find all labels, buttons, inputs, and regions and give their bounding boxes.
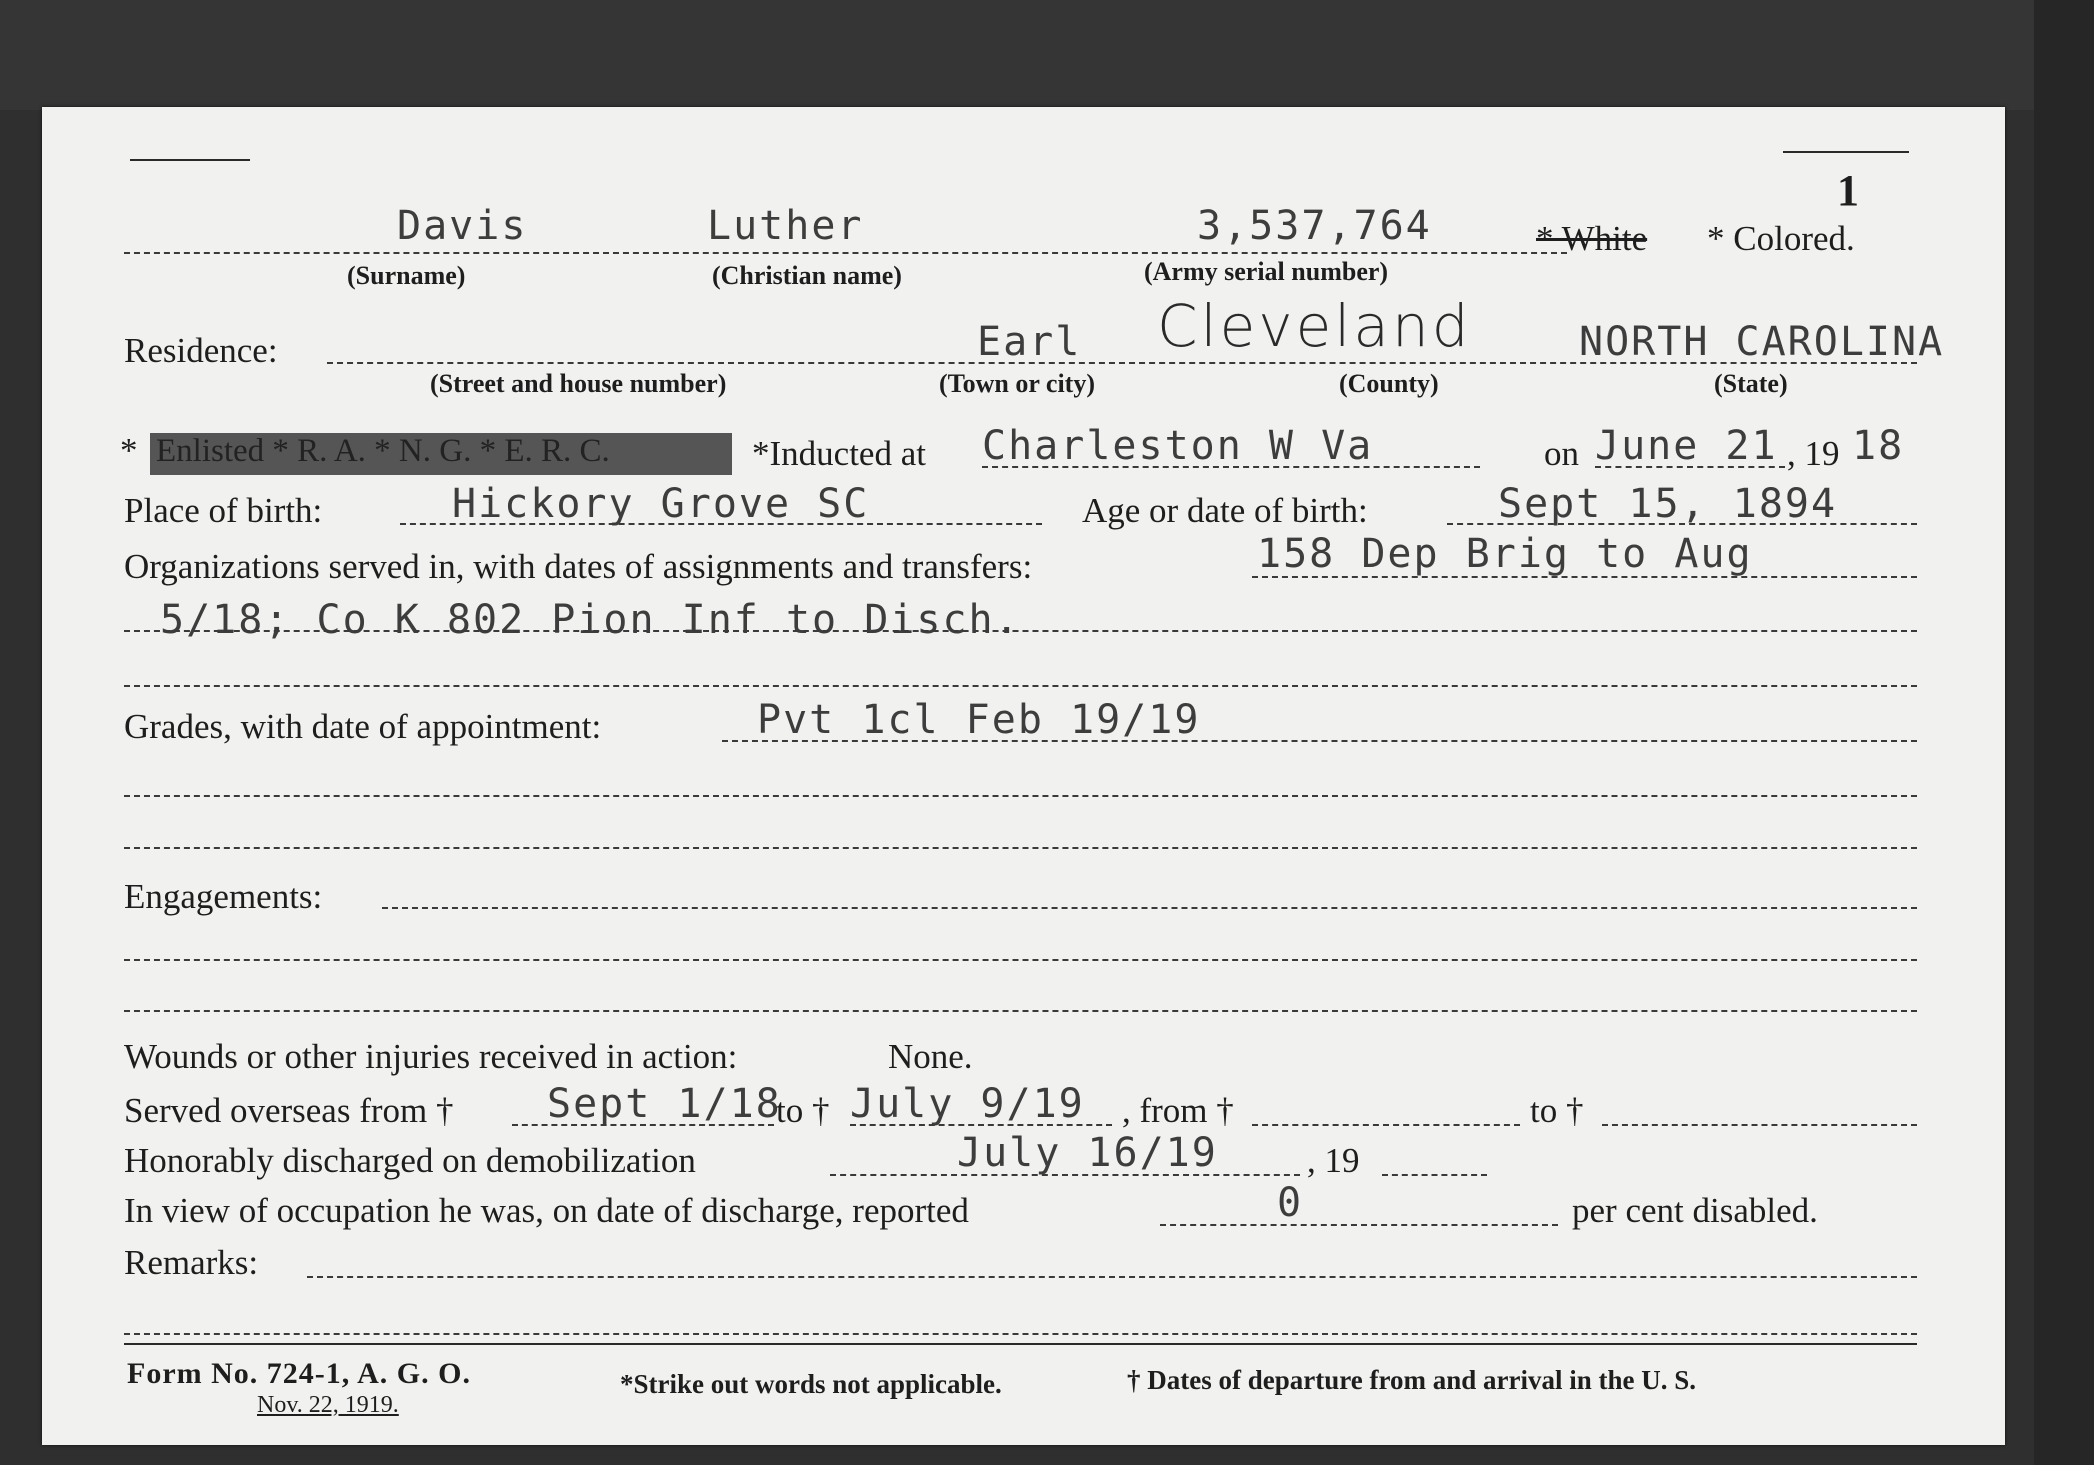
overseas-from2-label: , from † [1122,1091,1234,1130]
birth-date-value: Sept 15, 1894 [1498,481,1838,527]
overseas-to2-line [1602,1124,1917,1126]
organizations-line2-rule [124,630,1917,632]
caption-surname: (Surname) [347,261,466,290]
inducted-place-line [982,466,1480,468]
residence-state: NORTH CAROLINA [1579,319,1945,365]
corner-rule-right [1783,151,1909,153]
caption-state: (State) [1714,369,1788,398]
discharge-label: Honorably discharged on demobilization [124,1141,696,1180]
place-of-birth-label: Place of birth: [124,491,323,530]
overseas-to2-label: to † [1530,1091,1584,1130]
disability-value: 0 [1277,1180,1304,1226]
overseas-from-line [512,1124,774,1126]
remarks-line2-rule [124,1333,1917,1335]
overseas-to-label: to † [776,1091,830,1130]
grades-value: Pvt 1cl Feb 19/19 [757,697,1201,743]
grades-label: Grades, with date of appointment: [124,707,602,746]
disability-value-line [1160,1224,1558,1226]
caption-serial-number: (Army serial number) [1144,257,1389,286]
serial-number-value: 3,537,764 [1197,203,1432,249]
footer-separator [124,1343,1917,1345]
grades-line3-rule [124,847,1917,849]
grades-line1-rule [722,740,1917,742]
overseas-label: Served overseas from † [124,1091,454,1130]
overseas-to-line [850,1124,1112,1126]
on-label: on [1544,434,1579,473]
organizations-line2: 5/18; Co K 802 Pion Inf to Disch. [160,597,1021,643]
disability-label: In view of occupation he was, on date of discharge, reported [124,1191,969,1230]
engagements-line1-rule [382,907,1917,909]
wounds-label: Wounds or other injuries received in action: [124,1037,738,1076]
place-of-birth-line [400,523,1042,525]
strike-out-note: *Strike out words not applicable. [620,1369,1002,1399]
discharge-date: July 16/19 [957,1130,1218,1176]
disability-suffix: per cent disabled. [1572,1191,1818,1230]
form-number: Form No. 724-1, A. G. O. [127,1357,471,1390]
dates-note: † Dates of departure from and arrival in the U. S. [1127,1365,1696,1395]
discharge-year-line [1382,1174,1487,1176]
overseas-from-date: Sept 1/18 [547,1081,782,1127]
caption-street: (Street and house number) [430,369,727,398]
struck-enlistment-options: Enlisted * R. A. * N. G. * E. R. C. [150,433,732,475]
organizations-label: Organizations served in, with dates of assignments and transfers: [124,547,1033,586]
surname-value: Davis [397,203,528,249]
name-row-line [124,252,1567,254]
grades-line2-rule [124,795,1917,797]
induction-date: June 21 [1595,423,1778,469]
remarks-line1-rule [307,1276,1917,1278]
inducted-label: *Inducted at [752,434,926,473]
service-record-card [42,107,2005,1445]
engagements-line3-rule [124,1010,1917,1012]
induction-date-line [1595,466,1785,468]
scan-background-top [0,0,2094,110]
residence-label: Residence: [124,331,278,370]
caption-town: (Town or city) [939,369,1095,398]
organizations-line3-rule [124,685,1917,687]
birth-date-line [1447,523,1917,525]
organizations-line1: 158 Dep Brig to Aug [1257,531,1753,577]
engagements-line2-rule [124,959,1917,961]
engagements-label: Engagements: [124,877,323,916]
caption-county: (County) [1339,369,1439,398]
organizations-line1-rule [1252,576,1917,578]
remarks-label: Remarks: [124,1243,259,1282]
place-of-birth-value: Hickory Grove SC [452,481,870,527]
scan-background-right [2034,0,2094,1465]
discharge-year-suffix: , 19 [1307,1141,1360,1180]
caption-christian-name: (Christian name) [712,261,902,290]
induction-year-prefix: , 19 [1787,434,1840,473]
enlistment-star: * [120,431,138,470]
christian-name-value: Luther [707,203,864,249]
residence-county-handwritten: Cleveland [1157,292,1472,360]
wounds-value: None. [888,1037,973,1076]
inducted-place: Charleston W Va [982,423,1374,469]
race-colored: * Colored. [1707,219,1855,258]
overseas-to-date: July 9/19 [850,1081,1085,1127]
age-or-birth-date-label: Age or date of birth: [1082,491,1368,530]
residence-town: Earl [977,319,1082,365]
card-number: 1 [1837,166,1859,215]
form-date: Nov. 22, 1919. [257,1392,399,1418]
overseas-from2-line [1252,1124,1520,1126]
race-white-struck: * White [1536,219,1648,258]
corner-rule-left [130,159,250,161]
induction-year: 18 [1852,423,1905,469]
